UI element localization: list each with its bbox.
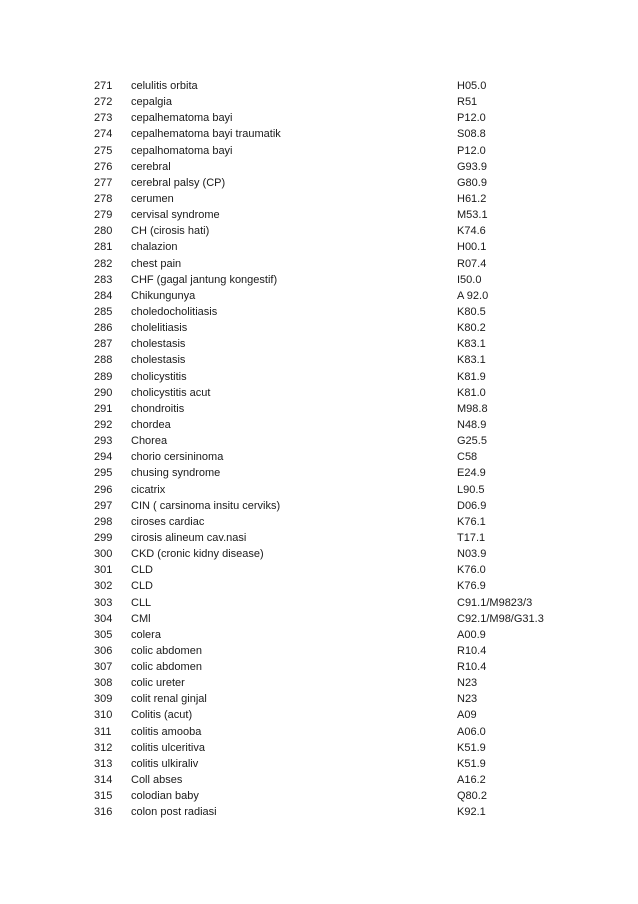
row-number: 306 xyxy=(94,644,113,657)
row-number: 288 xyxy=(94,354,113,367)
icd-code: T17.1 xyxy=(457,531,486,544)
table-row xyxy=(94,530,574,546)
table-row xyxy=(94,401,574,417)
table-row xyxy=(94,417,574,433)
icd-code: N23 xyxy=(457,693,478,706)
diagnosis-term: Chorea xyxy=(131,435,168,448)
row-number: 276 xyxy=(94,160,113,173)
icd-code: G93.9 xyxy=(457,160,487,173)
diagnosis-term: chorio cersininoma xyxy=(131,451,224,464)
diagnosis-term: colit renal ginjal xyxy=(131,693,207,706)
row-number: 287 xyxy=(94,338,113,351)
icd-code: E24.9 xyxy=(457,467,486,480)
table-row xyxy=(94,352,574,368)
diagnosis-term: colic abdomen xyxy=(131,644,202,657)
row-number: 310 xyxy=(94,709,113,722)
row-number: 273 xyxy=(94,112,113,125)
icd-code: I50.0 xyxy=(457,273,482,286)
diagnosis-term: cirosis alineum cav.nasi xyxy=(131,531,247,544)
diagnosis-term: Colitis (acut) xyxy=(131,709,193,722)
icd-code: P12.0 xyxy=(457,112,486,125)
icd-code: R07.4 xyxy=(457,257,487,270)
diagnosis-term: cepalhomatoma bayi xyxy=(131,144,233,157)
row-number: 311 xyxy=(94,725,112,738)
row-number: 297 xyxy=(94,499,113,512)
table-row xyxy=(94,627,574,643)
diagnosis-term: colic ureter xyxy=(131,677,185,690)
icd-code: C92.1/M98/G31.3 xyxy=(457,612,544,625)
row-number: 300 xyxy=(94,548,113,561)
diagnosis-term: Chikungunya xyxy=(131,289,196,302)
icd-code: S08.8 xyxy=(457,128,486,141)
icd-code: K51.9 xyxy=(457,741,486,754)
row-number: 292 xyxy=(94,418,113,431)
row-number: 302 xyxy=(94,580,113,593)
diagnosis-term: chest pain xyxy=(131,257,182,270)
table-row xyxy=(94,256,574,272)
table-row xyxy=(94,707,574,723)
row-number: 285 xyxy=(94,305,113,318)
row-number: 307 xyxy=(94,661,113,674)
table-row xyxy=(94,595,574,611)
icd-code: K76.9 xyxy=(457,580,486,593)
diagnosis-term: chondroitis xyxy=(131,402,185,415)
icd-code: K81.0 xyxy=(457,386,486,399)
icd-code: R51 xyxy=(457,96,478,109)
diagnosis-term: cholestasis xyxy=(131,338,186,351)
table-row xyxy=(94,223,574,239)
table-row xyxy=(94,175,574,191)
table-row xyxy=(94,804,574,820)
diagnosis-term: chordea xyxy=(131,418,171,431)
row-number: 283 xyxy=(94,273,113,286)
diagnosis-term: colera xyxy=(131,628,161,641)
table-row xyxy=(94,159,574,175)
row-number: 298 xyxy=(94,515,113,528)
row-number: 313 xyxy=(94,757,113,770)
row-number: 274 xyxy=(94,128,113,141)
table-row xyxy=(94,643,574,659)
icd-code: C58 xyxy=(457,451,478,464)
diagnosis-term: cerebral xyxy=(131,160,171,173)
diagnosis-term: ciroses cardiac xyxy=(131,515,205,528)
table-row xyxy=(94,433,574,449)
diagnosis-term: CMl xyxy=(131,612,151,625)
row-number: 271 xyxy=(94,80,113,92)
table-row xyxy=(94,724,574,740)
diagnosis-term: colon post radiasi xyxy=(131,806,217,819)
icd-code: H61.2 xyxy=(457,192,487,205)
diagnosis-term: cholelitiasis xyxy=(131,322,188,335)
diagnosis-term: cepalhematoma bayi traumatik xyxy=(131,128,281,141)
icd-code: K92.1 xyxy=(457,806,486,819)
diagnosis-term: cholicystitis acut xyxy=(131,386,211,399)
row-number: 281 xyxy=(94,241,113,254)
table-row xyxy=(94,740,574,756)
icd-code: C91.1/M9823/3 xyxy=(457,596,533,609)
row-number: 284 xyxy=(94,289,113,302)
table-row xyxy=(94,691,574,707)
diagnosis-term: colitis ulceritiva xyxy=(131,741,205,754)
icd-code: A06.0 xyxy=(457,725,486,738)
icd-code: R10.4 xyxy=(457,661,487,674)
table-row xyxy=(94,110,574,126)
icd-code: A09 xyxy=(457,709,477,722)
row-number: 296 xyxy=(94,483,113,496)
table-row xyxy=(94,272,574,288)
table-row xyxy=(94,578,574,594)
icd-code: K80.5 xyxy=(457,305,486,318)
row-number: 275 xyxy=(94,144,113,157)
table-row xyxy=(94,498,574,514)
diagnosis-term: CLD xyxy=(131,564,154,577)
diagnosis-term: chalazion xyxy=(131,241,178,254)
diagnosis-term: CKD (cronic kidny disease) xyxy=(131,548,264,561)
diagnosis-term: cervisal syndrome xyxy=(131,209,220,222)
icd-code: K81.9 xyxy=(457,370,486,383)
table-row xyxy=(94,482,574,498)
table-row xyxy=(94,465,574,481)
table-row xyxy=(94,772,574,788)
icd-code: Q80.2 xyxy=(457,790,487,803)
icd-code: K51.9 xyxy=(457,757,486,770)
row-number: 291 xyxy=(94,402,113,415)
diagnosis-term: choledocholitiasis xyxy=(131,305,218,318)
table-row xyxy=(94,546,574,562)
icd-code: P12.0 xyxy=(457,144,486,157)
icd-code: L90.5 xyxy=(457,483,485,496)
icd-code: H00.1 xyxy=(457,241,487,254)
row-number: 294 xyxy=(94,451,113,464)
table-row xyxy=(94,659,574,675)
table-row xyxy=(94,143,574,159)
table-row xyxy=(94,304,574,320)
table-row xyxy=(94,611,574,627)
icd-code: G80.9 xyxy=(457,176,487,189)
table-row xyxy=(94,239,574,255)
row-number: 279 xyxy=(94,209,113,222)
diagnosis-term: cerebral palsy (CP) xyxy=(131,176,226,189)
icd-code: K74.6 xyxy=(457,225,486,238)
table-row xyxy=(94,756,574,772)
row-number: 289 xyxy=(94,370,113,383)
diagnosis-term: colodian baby xyxy=(131,790,199,803)
icd-code: K83.1 xyxy=(457,354,486,367)
table-row xyxy=(94,514,574,530)
row-number: 278 xyxy=(94,192,113,205)
icd-code: G25.5 xyxy=(457,435,487,448)
icd-code: A16.2 xyxy=(457,774,486,787)
row-number: 312 xyxy=(94,741,113,754)
icd-code: K83.1 xyxy=(457,338,486,351)
table-row xyxy=(94,336,574,352)
icd-code: H05.0 xyxy=(457,80,487,92)
diagnosis-term: cholicystitis xyxy=(131,370,187,383)
diagnosis-term: CIN ( carsinoma insitu cerviks) xyxy=(131,499,281,512)
table-row xyxy=(94,78,574,94)
row-number: 305 xyxy=(94,628,113,641)
diagnosis-code-table xyxy=(94,78,574,820)
diagnosis-term: Coll abses xyxy=(131,774,183,787)
row-number: 308 xyxy=(94,677,113,690)
diagnosis-term: cepalgia xyxy=(131,96,172,109)
icd-code: D06.9 xyxy=(457,499,487,512)
row-number: 301 xyxy=(94,564,113,577)
icd-code: M98.8 xyxy=(457,402,488,415)
row-number: 303 xyxy=(94,596,113,609)
icd-code: K76.1 xyxy=(457,515,486,528)
row-number: 272 xyxy=(94,96,113,109)
row-number: 282 xyxy=(94,257,113,270)
table-row xyxy=(94,449,574,465)
icd-code: R10.4 xyxy=(457,644,487,657)
diagnosis-term: cerumen xyxy=(131,192,174,205)
row-number: 304 xyxy=(94,612,113,625)
icd-code: N03.9 xyxy=(457,548,487,561)
diagnosis-term: CH (cirosis hati) xyxy=(131,225,210,238)
icd-code: K80.2 xyxy=(457,322,486,335)
diagnosis-term: chusing syndrome xyxy=(131,467,221,480)
icd-code: N48.9 xyxy=(457,418,487,431)
table-row xyxy=(94,126,574,142)
diagnosis-term: CHF (gagal jantung kongestif) xyxy=(131,273,278,286)
table-row xyxy=(94,288,574,304)
row-number: 290 xyxy=(94,386,113,399)
row-number: 277 xyxy=(94,176,113,189)
table-row xyxy=(94,94,574,110)
diagnosis-term: cicatrix xyxy=(131,483,166,496)
row-number: 315 xyxy=(94,790,113,803)
icd-code: N23 xyxy=(457,677,478,690)
row-number: 309 xyxy=(94,693,113,706)
diagnosis-term: colitis ulkiraliv xyxy=(131,757,199,770)
diagnosis-term: colitis amooba xyxy=(131,725,202,738)
row-number: 293 xyxy=(94,435,113,448)
table-row xyxy=(94,562,574,578)
diagnosis-term: colic abdomen xyxy=(131,661,202,674)
table-row xyxy=(94,207,574,223)
table-row xyxy=(94,385,574,401)
icd-code: A00.9 xyxy=(457,628,486,641)
row-number: 314 xyxy=(94,774,113,787)
table-row xyxy=(94,675,574,691)
icd-code: K76.0 xyxy=(457,564,486,577)
table-row xyxy=(94,320,574,336)
diagnosis-term: cepalhematoma bayi xyxy=(131,112,233,125)
icd-code: M53.1 xyxy=(457,209,488,222)
row-number: 286 xyxy=(94,322,113,335)
diagnosis-term: CLL xyxy=(131,596,152,609)
row-number: 299 xyxy=(94,531,113,544)
icd-code: A 92.0 xyxy=(457,289,489,302)
table-row xyxy=(94,788,574,804)
table-row xyxy=(94,191,574,207)
diagnosis-term: cholestasis xyxy=(131,354,186,367)
diagnosis-term: celulitis orbita xyxy=(131,80,198,92)
diagnosis-term: CLD xyxy=(131,580,154,593)
row-number: 316 xyxy=(94,806,113,819)
row-number: 295 xyxy=(94,467,113,480)
table-row xyxy=(94,369,574,385)
row-number: 280 xyxy=(94,225,113,238)
